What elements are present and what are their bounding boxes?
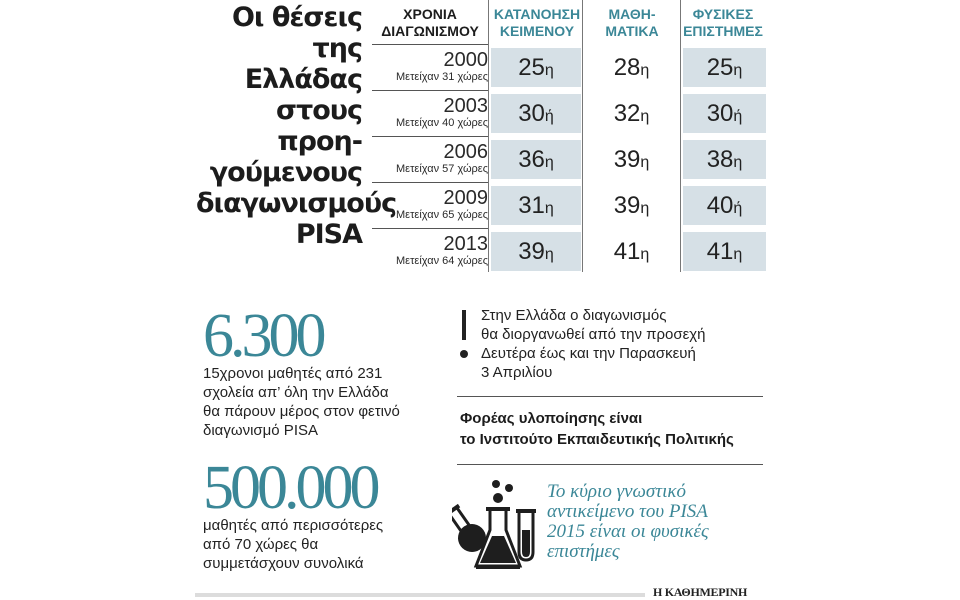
rank-suffix: η <box>640 108 650 125</box>
header-reading <box>490 6 584 40</box>
rank-value: 39 <box>518 238 545 265</box>
rank-suffix: η <box>640 62 650 79</box>
rank-suffix: η <box>640 246 650 263</box>
cell-reading <box>491 232 581 271</box>
science-line: 2015 είναι οι φυσικές <box>547 521 709 542</box>
stat-students-total-desc <box>203 516 383 573</box>
note-line: Δευτέρα έως και την Παρασκευή <box>481 345 696 362</box>
table-row <box>372 228 766 274</box>
cell-math <box>585 94 678 133</box>
cell-reading <box>491 186 581 225</box>
desc-line: από 70 χώρες θα <box>203 536 319 553</box>
note-line: Στην Ελλάδα ο διαγωνισμός <box>481 307 667 324</box>
science-focus-text <box>547 482 709 562</box>
science-line: Το κύριο γνωστικό <box>547 481 686 502</box>
title-line: διαγωνισμούς <box>196 188 397 219</box>
row-year: 2013 <box>443 233 488 255</box>
row-divider <box>372 182 488 183</box>
header-math <box>584 6 680 40</box>
row-participants: Μετείχαν 64 χώρες <box>396 255 488 267</box>
table-row <box>372 44 766 90</box>
science-line: αντικείμενο του PISA <box>547 501 708 522</box>
rank-value: 39 <box>613 146 641 173</box>
lab-flasks-icon <box>452 478 542 573</box>
organizer-text <box>460 408 734 450</box>
title-line: γούμενους <box>209 157 362 188</box>
row-divider <box>372 136 488 137</box>
rank-value: 25 <box>706 54 734 81</box>
rank-value: 41 <box>706 238 734 265</box>
header-line: ΦΥΣΙΚΕΣ <box>692 6 754 22</box>
organizer-line: το Ινστιτούτο Εκπαιδευτικής Πολιτικής <box>460 431 734 448</box>
stat-students-greece-value: 6.300 <box>203 302 323 370</box>
row-year: 2009 <box>443 187 488 209</box>
rank-suffix: η <box>544 200 554 217</box>
desc-line: θα πάρουν μέρος στον φετινό <box>203 403 400 420</box>
cell-math <box>585 232 678 271</box>
row-participants: Μετείχαν 65 χώρες <box>396 209 488 221</box>
rank-value: 28 <box>613 54 641 81</box>
desc-line: μαθητές από περισσότερες <box>203 517 384 534</box>
rank-value: 36 <box>518 146 545 173</box>
rank-value: 30 <box>706 100 734 127</box>
header-line: ΜΑΘΗ- <box>608 6 656 22</box>
rank-suffix: η <box>733 62 743 79</box>
header-line: ΚΕΙΜΕΝΟΥ <box>499 23 575 39</box>
table-row <box>372 90 766 136</box>
rank-suffix: η <box>544 246 554 263</box>
row-year: 2000 <box>443 49 488 71</box>
title-line: της Ελλάδας <box>244 33 362 95</box>
rank-suffix: ή <box>733 200 743 217</box>
divider <box>457 396 763 397</box>
cell-science <box>683 232 766 271</box>
cell-reading <box>491 94 581 133</box>
note-line: 3 Απριλίου <box>481 364 553 381</box>
desc-line: συμμετάσχουν συνολικά <box>203 555 364 572</box>
rank-suffix: ή <box>733 108 743 125</box>
header-line: ΕΠΙΣΤΗΜΕΣ <box>683 23 763 39</box>
brand-logo: Η ΚΑΘΗΜΕΡΙΝΗ <box>653 585 748 599</box>
rank-value: 38 <box>706 146 734 173</box>
rank-value: 25 <box>518 54 545 81</box>
header-line: ΔΙΑΓΩΝΙΣΜΟΥ <box>381 23 479 39</box>
row-year: 2006 <box>443 141 488 163</box>
rank-suffix: η <box>733 246 743 263</box>
rank-value: 41 <box>613 238 641 265</box>
row-participants: Μετείχαν 40 χώρες <box>396 117 488 129</box>
rank-value: 39 <box>613 192 641 219</box>
organizer-line: Φορέας υλοποίησης είναι <box>460 410 643 427</box>
cell-math <box>585 48 678 87</box>
cell-math <box>585 140 678 179</box>
science-line: επιστήμες <box>547 541 620 562</box>
divider <box>457 464 763 465</box>
note-line: θα διοργανωθεί από την προσεχή <box>481 326 706 343</box>
header-line: ΧΡΟΝΙΑ <box>403 6 457 22</box>
rank-value: 30 <box>518 100 545 127</box>
stat-students-total-value: 500.000 <box>203 454 377 522</box>
rank-suffix: η <box>544 62 554 79</box>
footer-bar <box>195 593 645 597</box>
title-line: PISA <box>295 219 362 250</box>
table-row <box>372 136 766 182</box>
rank-value: 40 <box>706 192 734 219</box>
infographic-title <box>196 2 397 250</box>
rank-suffix: η <box>733 154 743 171</box>
rank-value: 32 <box>613 100 641 127</box>
header-year <box>372 6 488 40</box>
title-line: Οι θέσεις <box>231 2 362 33</box>
rankings-table <box>372 0 766 272</box>
cell-math <box>585 186 678 225</box>
header-science <box>680 6 766 40</box>
row-participants: Μετείχαν 31 χώρες <box>396 71 488 83</box>
rank-suffix: η <box>640 154 650 171</box>
row-year: 2003 <box>443 95 488 117</box>
date-note <box>481 306 706 382</box>
title-line: στους προη- <box>275 95 362 157</box>
stat-students-greece-desc <box>203 364 400 440</box>
rank-suffix: ή <box>544 108 554 125</box>
row-participants: Μετείχαν 57 χώρες <box>396 163 488 175</box>
rank-suffix: η <box>640 200 650 217</box>
cell-reading <box>491 140 581 179</box>
rank-value: 31 <box>518 192 545 219</box>
cell-science <box>683 94 766 133</box>
table-row <box>372 182 766 228</box>
row-divider <box>372 228 488 229</box>
header-line: ΜΑΤΙΚΑ <box>605 23 659 39</box>
cell-science <box>683 186 766 225</box>
rank-suffix: η <box>544 154 554 171</box>
cell-science <box>683 48 766 87</box>
desc-line: σχολεία απ’ όλη την Ελλάδα <box>203 384 389 401</box>
row-divider <box>372 90 488 91</box>
cell-science <box>683 140 766 179</box>
row-divider <box>372 44 488 45</box>
cell-reading <box>491 48 581 87</box>
desc-line: 15χρονοι μαθητές από 231 <box>203 365 383 382</box>
header-line: ΚΑΤΑΝΟΗΣΗ <box>493 6 581 22</box>
desc-line: διαγωνισμό PISA <box>203 422 318 439</box>
